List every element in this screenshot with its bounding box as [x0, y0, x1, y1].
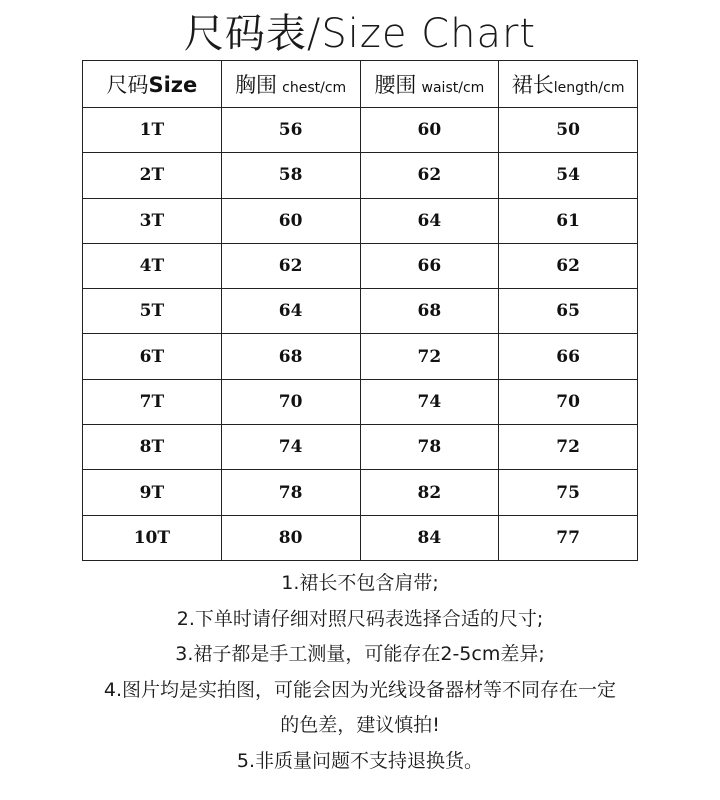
cell-length: 72 [499, 425, 638, 470]
cell-waist: 66 [360, 243, 499, 288]
table-row [83, 334, 638, 379]
cell-size: 10T [83, 515, 222, 560]
table-row [83, 425, 638, 470]
cell-size: 7T [83, 379, 222, 424]
cell-length: 75 [499, 470, 638, 515]
header-chest-en: chest/cm [282, 80, 347, 96]
cell-size: 1T [83, 108, 222, 153]
cell-waist: 74 [360, 379, 499, 424]
note-line: 5.非质量问题不支持退换货。 [236, 749, 484, 772]
note-line: 1.裙长不包含肩带; [281, 572, 439, 594]
cell-chest: 68 [221, 334, 360, 379]
cell-chest: 80 [221, 515, 360, 560]
cell-chest: 74 [221, 425, 360, 470]
cell-waist: 82 [360, 470, 499, 515]
header-waist [360, 61, 499, 108]
header-length [499, 61, 638, 108]
cell-chest: 64 [221, 289, 360, 334]
page-title: 尺码表/Size Chart [183, 11, 537, 57]
size-chart-table [82, 60, 638, 561]
cell-waist: 64 [360, 198, 499, 243]
cell-chest: 62 [221, 243, 360, 288]
cell-size: 5T [83, 289, 222, 334]
cell-size: 2T [83, 153, 222, 198]
table-row [83, 379, 638, 424]
cell-length: 62 [499, 243, 638, 288]
cell-length: 66 [499, 334, 638, 379]
cell-length: 65 [499, 289, 638, 334]
cell-waist: 72 [360, 334, 499, 379]
cell-chest: 56 [221, 108, 360, 153]
header-size-en: Size [148, 73, 198, 97]
cell-waist: 60 [360, 108, 499, 153]
header-waist-en: waist/cm [421, 80, 485, 96]
cell-length: 77 [499, 515, 638, 560]
cell-length: 54 [499, 153, 638, 198]
cell-chest: 78 [221, 470, 360, 515]
note-line: 2.下单时请仔细对照尺码表选择合适的尺寸; [176, 607, 544, 630]
note-line: 的色差，建议慎拍! [280, 714, 440, 736]
header-waist-cn: 腰围 [374, 73, 417, 97]
cell-chest: 70 [221, 379, 360, 424]
cell-chest: 60 [221, 198, 360, 243]
table-header-row [83, 61, 638, 108]
cell-length: 61 [499, 198, 638, 243]
cell-waist: 78 [360, 425, 499, 470]
cell-waist: 68 [360, 289, 499, 334]
cell-length: 50 [499, 108, 638, 153]
table-row [83, 470, 638, 515]
table-body [83, 108, 638, 561]
notes-section [0, 566, 720, 779]
note-line: 4.图片均是实拍图，可能会因为光线设备器材等不同存在一定 [103, 678, 617, 701]
cell-length: 70 [499, 379, 638, 424]
header-chest-cn: 胸围 [235, 73, 278, 97]
header-chest [221, 61, 360, 108]
cell-size: 3T [83, 198, 222, 243]
header-size [83, 61, 222, 108]
cell-chest: 58 [221, 153, 360, 198]
table-row [83, 108, 638, 153]
cell-waist: 84 [360, 515, 499, 560]
cell-size: 9T [83, 470, 222, 515]
cell-size: 4T [83, 243, 222, 288]
cell-waist: 62 [360, 153, 499, 198]
cell-size: 8T [83, 425, 222, 470]
header-size-cn: 尺码 [106, 73, 149, 97]
table-row [83, 153, 638, 198]
header-length-en: length/cm [553, 80, 625, 96]
table-row [83, 198, 638, 243]
table-row [83, 243, 638, 288]
table-row [83, 289, 638, 334]
cell-size: 6T [83, 334, 222, 379]
table-row [83, 515, 638, 560]
header-length-cn: 裙长 [511, 73, 554, 97]
note-line: 3.裙子都是手工测量，可能存在2-5cm差异; [175, 643, 545, 665]
